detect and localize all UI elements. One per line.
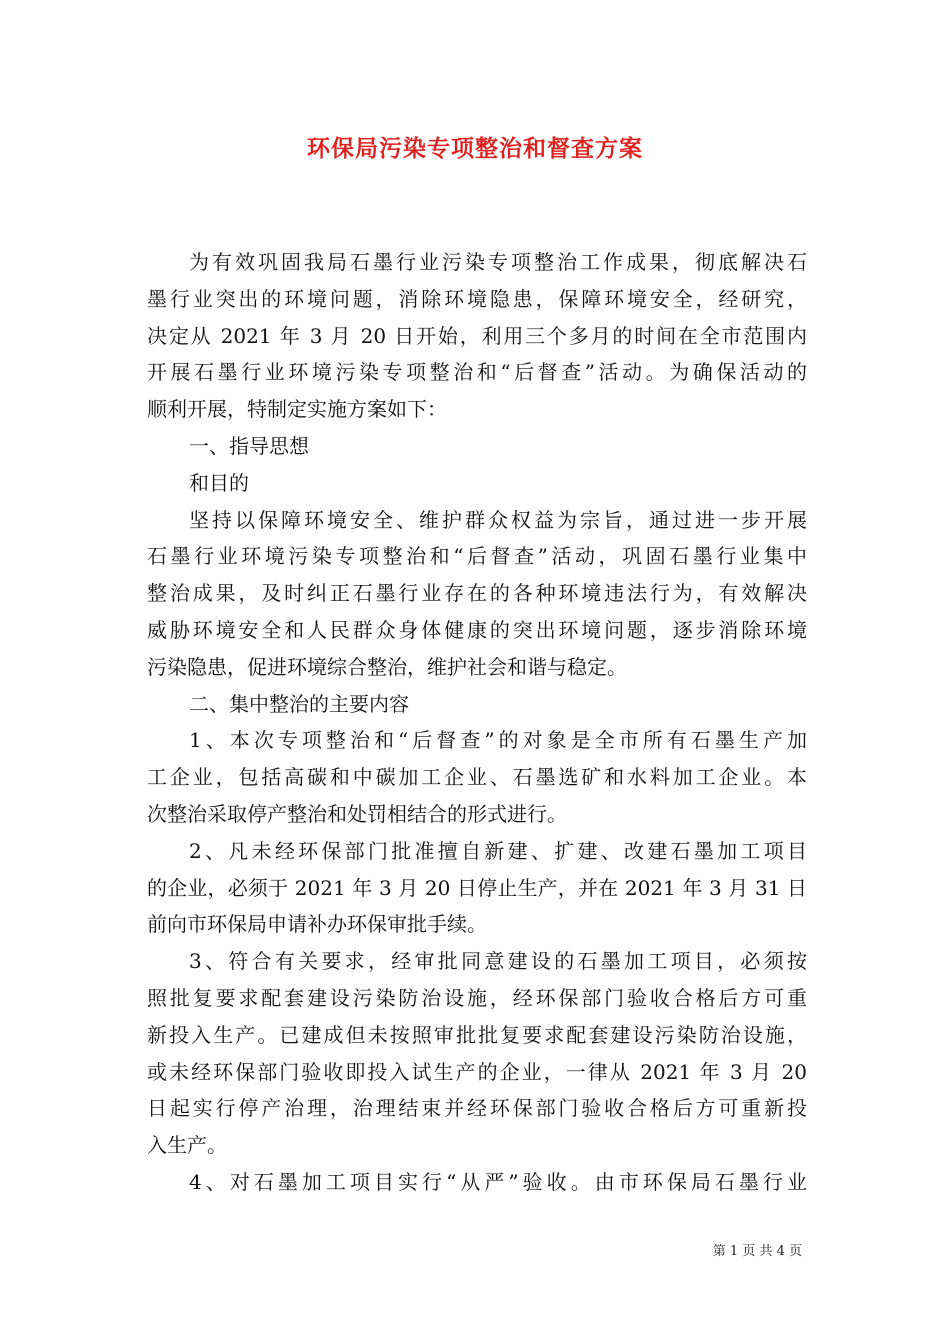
text-line: 开展石墨行业环境污染专项整治和“后督查”活动。为确保活动的 [147,360,807,385]
text-line: 次整治采取停产整治和处罚相结合的形式进行。 [147,801,567,826]
text-line: 顺利开展，特制定实施方案如下： [147,397,447,422]
text-line: 入生产。 [147,1133,227,1158]
text-line: 决定从 2021 年 3 月 20 日开始，利用三个多月的时间在全市范围内 [147,323,807,348]
text-line: 前向市环保局申请补办环保审批手续。 [147,912,487,937]
text-line: 污染隐患，促进环境综合整治，维护社会和谐与稳定。 [147,654,627,679]
text-line: 为有效巩固我局石墨行业污染专项整治工作成果，彻底解决石 [189,250,807,274]
document-title: 环保局污染专项整治和督查方案 [307,135,643,162]
text-line: 1、本次专项整治和“后督查”的对象是全市所有石墨生产加 [189,728,807,753]
text-line: 墨行业突出的环境问题，消除环境隐患，保障环境安全，经研究， [147,286,807,311]
text-line: 照批复要求配套建设污染防治设施，经环保部门验收合格后方可重 [147,985,807,1010]
text-line: 的企业，必须于 2021 年 3 月 20 日停止生产，并在 2021 年 3 月 31 日 [147,875,807,900]
document-body [147,244,807,1201]
text-line: 3、符合有关要求，经审批同意建设的石墨加工项目，必须按 [189,949,807,974]
text-line: 工企业，包括高碳和中碳加工企业、石墨选矿和水料加工企业。本 [147,765,807,790]
text-line: 4、对石墨加工项目实行“从严”验收。由市环保局石墨行业 [189,1169,807,1194]
text-line: 威胁环境安全和人民群众身体健康的突出环境问题，逐步消除环境 [147,617,807,642]
text-line: 新投入生产。已建成但未按照审批批复要求配套建设污染防治设施， [147,1022,807,1047]
text-line: 石墨行业环境污染专项整治和“后督查”活动，巩固石墨行业集中 [147,544,807,569]
section-heading: 一、指导思想 [189,433,309,458]
text-line: 日起实行停产治理，治理结束并经环保部门验收合格后方可重新投 [147,1096,807,1121]
section-heading: 和目的 [189,470,249,495]
text-line: 2、凡未经环保部门批准擅自新建、扩建、改建石墨加工项目 [189,838,807,863]
section-heading: 二、集中整治的主要内容 [189,691,409,716]
page-number: 第 1 页 共 4 页 [712,1244,802,1259]
text-line: 或未经环保部门验收即投入试生产的企业，一律从 2021 年 3 月 20 [147,1059,807,1084]
text-line: 整治成果，及时纠正石墨行业存在的各种环境违法行为，有效解决 [147,581,807,606]
text-line: 坚持以保障环境安全、维护群众权益为宗旨，通过进一步开展 [189,507,807,532]
